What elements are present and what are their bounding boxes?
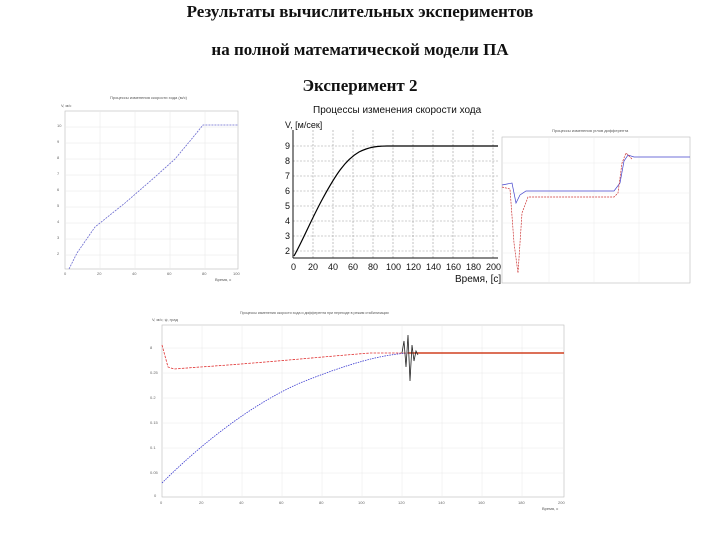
middle-ytick: 3 <box>285 231 291 241</box>
bottom-chart-grid <box>162 325 564 497</box>
middle-chart-line <box>294 146 498 256</box>
middle-ytick: 6 <box>285 186 291 196</box>
bottom-chart-oscillation <box>402 335 418 381</box>
left-ytick: 6 <box>57 187 60 192</box>
middle-ytick: 5 <box>285 201 291 211</box>
bottom-xtick: 160 <box>478 500 485 505</box>
bottom-xtick: 140 <box>438 500 445 505</box>
middle-xtick: 60 <box>348 262 359 272</box>
left-chart-xlabel: Время, с <box>215 277 232 282</box>
left-chart-line <box>69 125 238 269</box>
bottom-xtick: 20 <box>199 500 204 505</box>
right-chart-line-blue <box>502 155 690 203</box>
left-xtick: 100 <box>233 271 240 276</box>
bottom-xtick: 40 <box>239 500 244 505</box>
slide-title-line2: на полной математической модели ПА <box>211 40 509 59</box>
bottom-chart-yticks <box>150 345 159 498</box>
bottom-xtick: 180 <box>518 500 525 505</box>
left-ytick: 9 <box>57 139 60 144</box>
bottom-xtick: 80 <box>319 500 324 505</box>
bottom-chart-svg <box>140 305 580 515</box>
middle-xtick: 140 <box>426 262 442 272</box>
middle-xtick: 160 <box>446 262 462 272</box>
left-xtick: 40 <box>132 271 137 276</box>
bottom-xtick: 200 <box>558 500 565 505</box>
bottom-chart-frame <box>162 325 564 497</box>
slide-title-line3: Эксперимент 2 <box>302 76 418 95</box>
middle-xtick: 80 <box>368 262 379 272</box>
bottom-ytick: 0.1 <box>150 445 156 450</box>
bottom-ytick: 0.2 <box>150 395 156 400</box>
slide-title-line1: Результаты вычислительных экспериментов <box>186 2 534 21</box>
middle-ytick: 2 <box>285 246 291 256</box>
right-chart-title: Процессы изменения углов дифферента <box>552 128 629 133</box>
bottom-xtick: 0 <box>160 500 163 505</box>
middle-xtick: 40 <box>328 262 339 272</box>
bottom-chart-xticks <box>160 500 565 505</box>
bottom-ytick: 0.05 <box>150 470 158 475</box>
right-chart <box>494 123 694 286</box>
middle-xtick: 100 <box>386 262 402 272</box>
bottom-chart <box>140 305 580 515</box>
middle-chart-xticks <box>291 262 501 272</box>
bottom-xtick: 120 <box>398 500 405 505</box>
left-chart-title: Процессы изменения скорости хода (м/с) <box>110 95 187 100</box>
middle-ytick: 7 <box>285 171 291 181</box>
middle-ytick: 9 <box>285 141 291 151</box>
middle-chart-yticks <box>285 141 290 256</box>
left-chart-ylabel: V, м/с <box>61 103 72 108</box>
bottom-xtick: 60 <box>279 500 284 505</box>
left-xtick: 60 <box>167 271 172 276</box>
bottom-xtick: 100 <box>358 500 365 505</box>
bottom-ytick: 0.15 <box>150 420 158 425</box>
left-ytick: 10 <box>57 123 62 128</box>
middle-xtick: 200 <box>486 262 501 272</box>
left-xtick: 0 <box>64 271 67 276</box>
left-xtick: 80 <box>202 271 207 276</box>
left-ytick: 8 <box>57 155 60 160</box>
middle-ytick: 8 <box>285 156 291 166</box>
left-chart-yticks <box>57 123 62 256</box>
left-ytick: 7 <box>57 171 60 176</box>
left-ytick: 3 <box>57 235 60 240</box>
middle-xtick: 20 <box>308 262 319 272</box>
bottom-ytick: 0.25 <box>150 370 158 375</box>
bottom-chart-line-blue <box>162 353 564 483</box>
right-chart-svg <box>494 123 694 286</box>
middle-xtick: 0 <box>291 262 297 272</box>
middle-ytick: 4 <box>285 216 291 226</box>
right-chart-frame <box>502 137 690 283</box>
left-chart-xticks <box>64 271 240 276</box>
middle-chart <box>283 100 501 285</box>
bottom-ytick: 8 <box>150 345 153 350</box>
left-ytick: 5 <box>57 203 60 208</box>
bottom-chart-line-red <box>162 345 564 369</box>
bottom-ytick: 0 <box>154 493 157 498</box>
middle-chart-xlabel: Время, [с] <box>455 274 501 285</box>
middle-xtick: 180 <box>466 262 482 272</box>
left-ytick: 4 <box>57 219 60 224</box>
right-chart-line-red <box>502 153 632 273</box>
middle-xtick: 120 <box>406 262 422 272</box>
left-chart-svg <box>55 93 245 283</box>
left-chart-frame <box>65 111 238 269</box>
right-chart-grid <box>502 137 690 283</box>
left-xtick: 20 <box>97 271 102 276</box>
bottom-chart-title: Процессы изменения скорости хода и дифферента при переходе в режим стабилизации <box>240 311 389 315</box>
middle-chart-ylabel: V, [м/сек] <box>285 120 323 130</box>
middle-chart-title: Процессы изменения скорости хода <box>313 105 482 116</box>
bottom-chart-ylabel: V, м/с; ψ, град <box>152 317 178 322</box>
middle-chart-svg <box>283 100 501 285</box>
left-chart-grid <box>65 111 238 269</box>
bottom-chart-xlabel: Время, с <box>542 506 559 511</box>
left-ytick: 2 <box>57 251 60 256</box>
left-chart <box>55 93 245 283</box>
middle-chart-grid <box>293 130 498 258</box>
